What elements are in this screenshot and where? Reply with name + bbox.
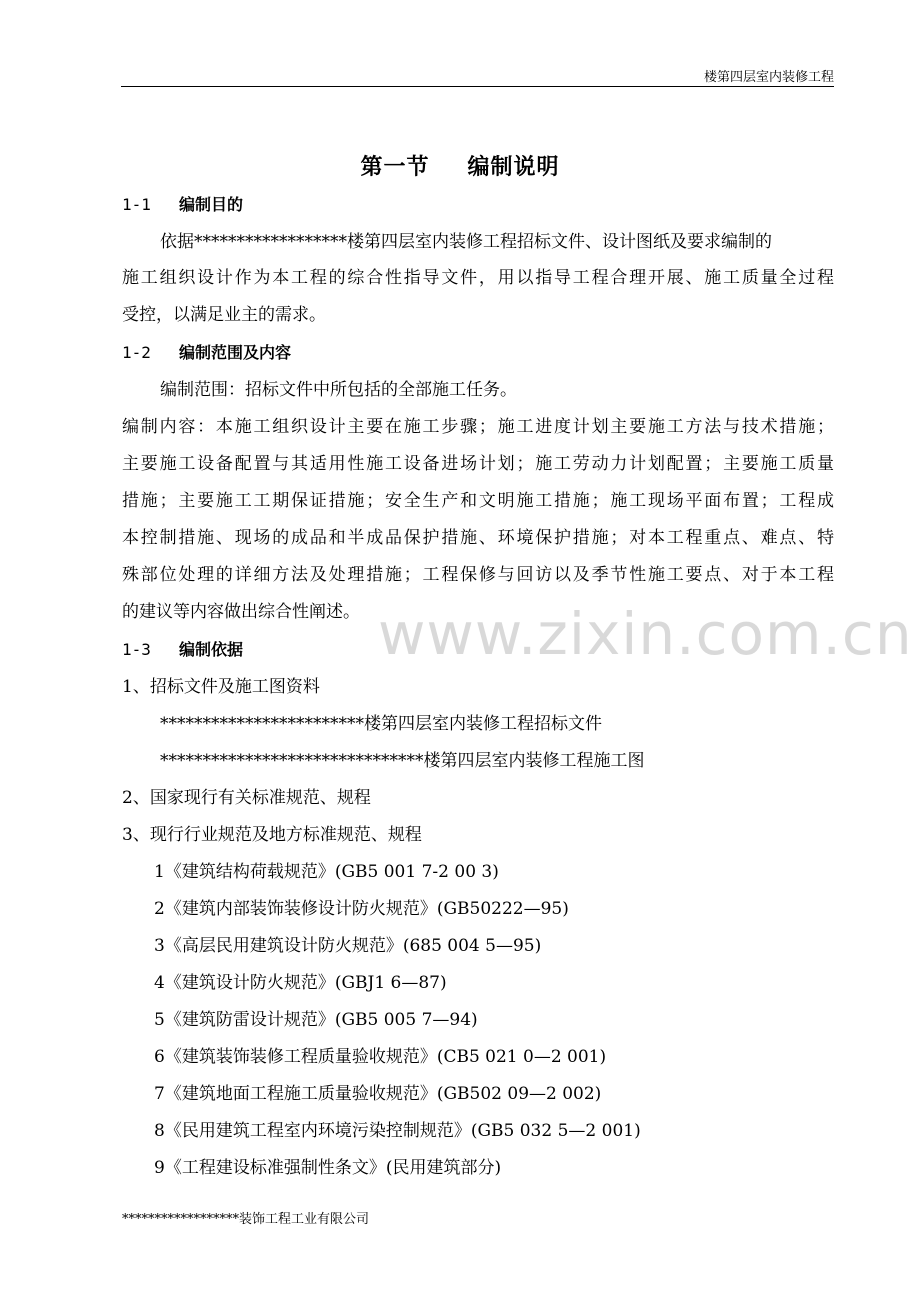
title-part1: 第一节 [360, 155, 430, 180]
page-footer: ******************装饰工程工业有限公司 [122, 1212, 370, 1227]
section-heading-1-3 [122, 638, 243, 662]
paragraph-line: 受控，以满足业主的需求。 [122, 305, 326, 325]
standard-item: 2《建筑内部装饰装修设计防火规范》(GB50222—95) [154, 899, 569, 919]
page-title [0, 150, 920, 181]
standard-item: 4《建筑设计防火规范》(GBJ1 6—87) [154, 973, 447, 993]
header-rule [121, 86, 834, 87]
content-line: 的建议等内容做出综合性阐述。 [122, 602, 360, 622]
standard-item: 1《建筑结构荷载规范》(GB5 001 7-2 00 3) [154, 862, 499, 882]
standard-item: 6《建筑装饰装修工程质量验收规范》(CB5 021 0—2 001) [154, 1047, 607, 1067]
basis-sub-item: ************************楼第四层室内装修工程招标文件 [160, 714, 602, 734]
section-heading-1-1 [122, 193, 243, 217]
section-title: 编制依据 [179, 640, 244, 659]
section-heading-1-2 [122, 341, 291, 365]
paragraph-line: 依据******************楼第四层室内装修工程招标文件、设计图纸及要求编制的 [160, 232, 772, 252]
section-number: 1-1 [122, 195, 151, 214]
standard-item: 3《高层民用建筑设计防火规范》(685 004 5—95) [154, 936, 542, 956]
standard-item: 8《民用建筑工程室内环境污染控制规范》(GB5 032 5—2 001) [154, 1121, 641, 1141]
section-number: 1-2 [122, 343, 151, 362]
standard-item: 9《工程建设标准强制性条文》(民用建筑部分) [154, 1158, 502, 1178]
standard-item: 5《建筑防雷设计规范》(GB5 005 7—94) [154, 1010, 478, 1030]
standard-item: 7《建筑地面工程施工质量验收规范》(GB502 09—2 002) [154, 1084, 602, 1104]
paragraph-line: 施工组织设计作为本工程的综合性指导文件，用以指导工程合理开展、施工质量全过程 [122, 268, 834, 288]
section-title: 编制范围及内容 [179, 343, 292, 362]
scope-line: 编制范围：招标文件中所包括的全部施工任务。 [160, 380, 517, 400]
content-line: 措施；主要施工工期保证措施；安全生产和文明施工措施；施工现场平面布置；工程成 [122, 491, 834, 511]
section-number: 1-3 [122, 640, 151, 659]
basis-item-3: 3、现行行业规范及地方标准规范、规程 [122, 825, 422, 845]
title-part2: 编制说明 [467, 155, 560, 180]
content-line: 殊部位处理的详细方法及处理措施；工程保修与回访以及季节性施工要点、对于本工程 [122, 565, 834, 585]
content-line: 编制内容：本施工组织设计主要在施工步骤；施工进度计划主要施工方法与技术措施； [122, 417, 834, 437]
content-line: 主要施工设备配置与其适用性施工设备进场计划；施工劳动力计划配置；主要施工质量 [122, 454, 834, 474]
header-title: 楼第四层室内装修工程 [703, 70, 834, 85]
basis-item-1: 1、招标文件及施工图资料 [122, 677, 320, 697]
section-title: 编制目的 [179, 195, 244, 214]
content-line: 本控制措施、现场的成品和半成品保护措施、环境保护措施；对本工程重点、难点、特 [122, 528, 834, 548]
basis-sub-item: *******************************楼第四层室内装修工程施工图 [160, 751, 645, 771]
watermark: www.zixin.com.cn [378, 600, 913, 668]
basis-item-2: 2、国家现行有关标准规范、规程 [122, 788, 371, 808]
